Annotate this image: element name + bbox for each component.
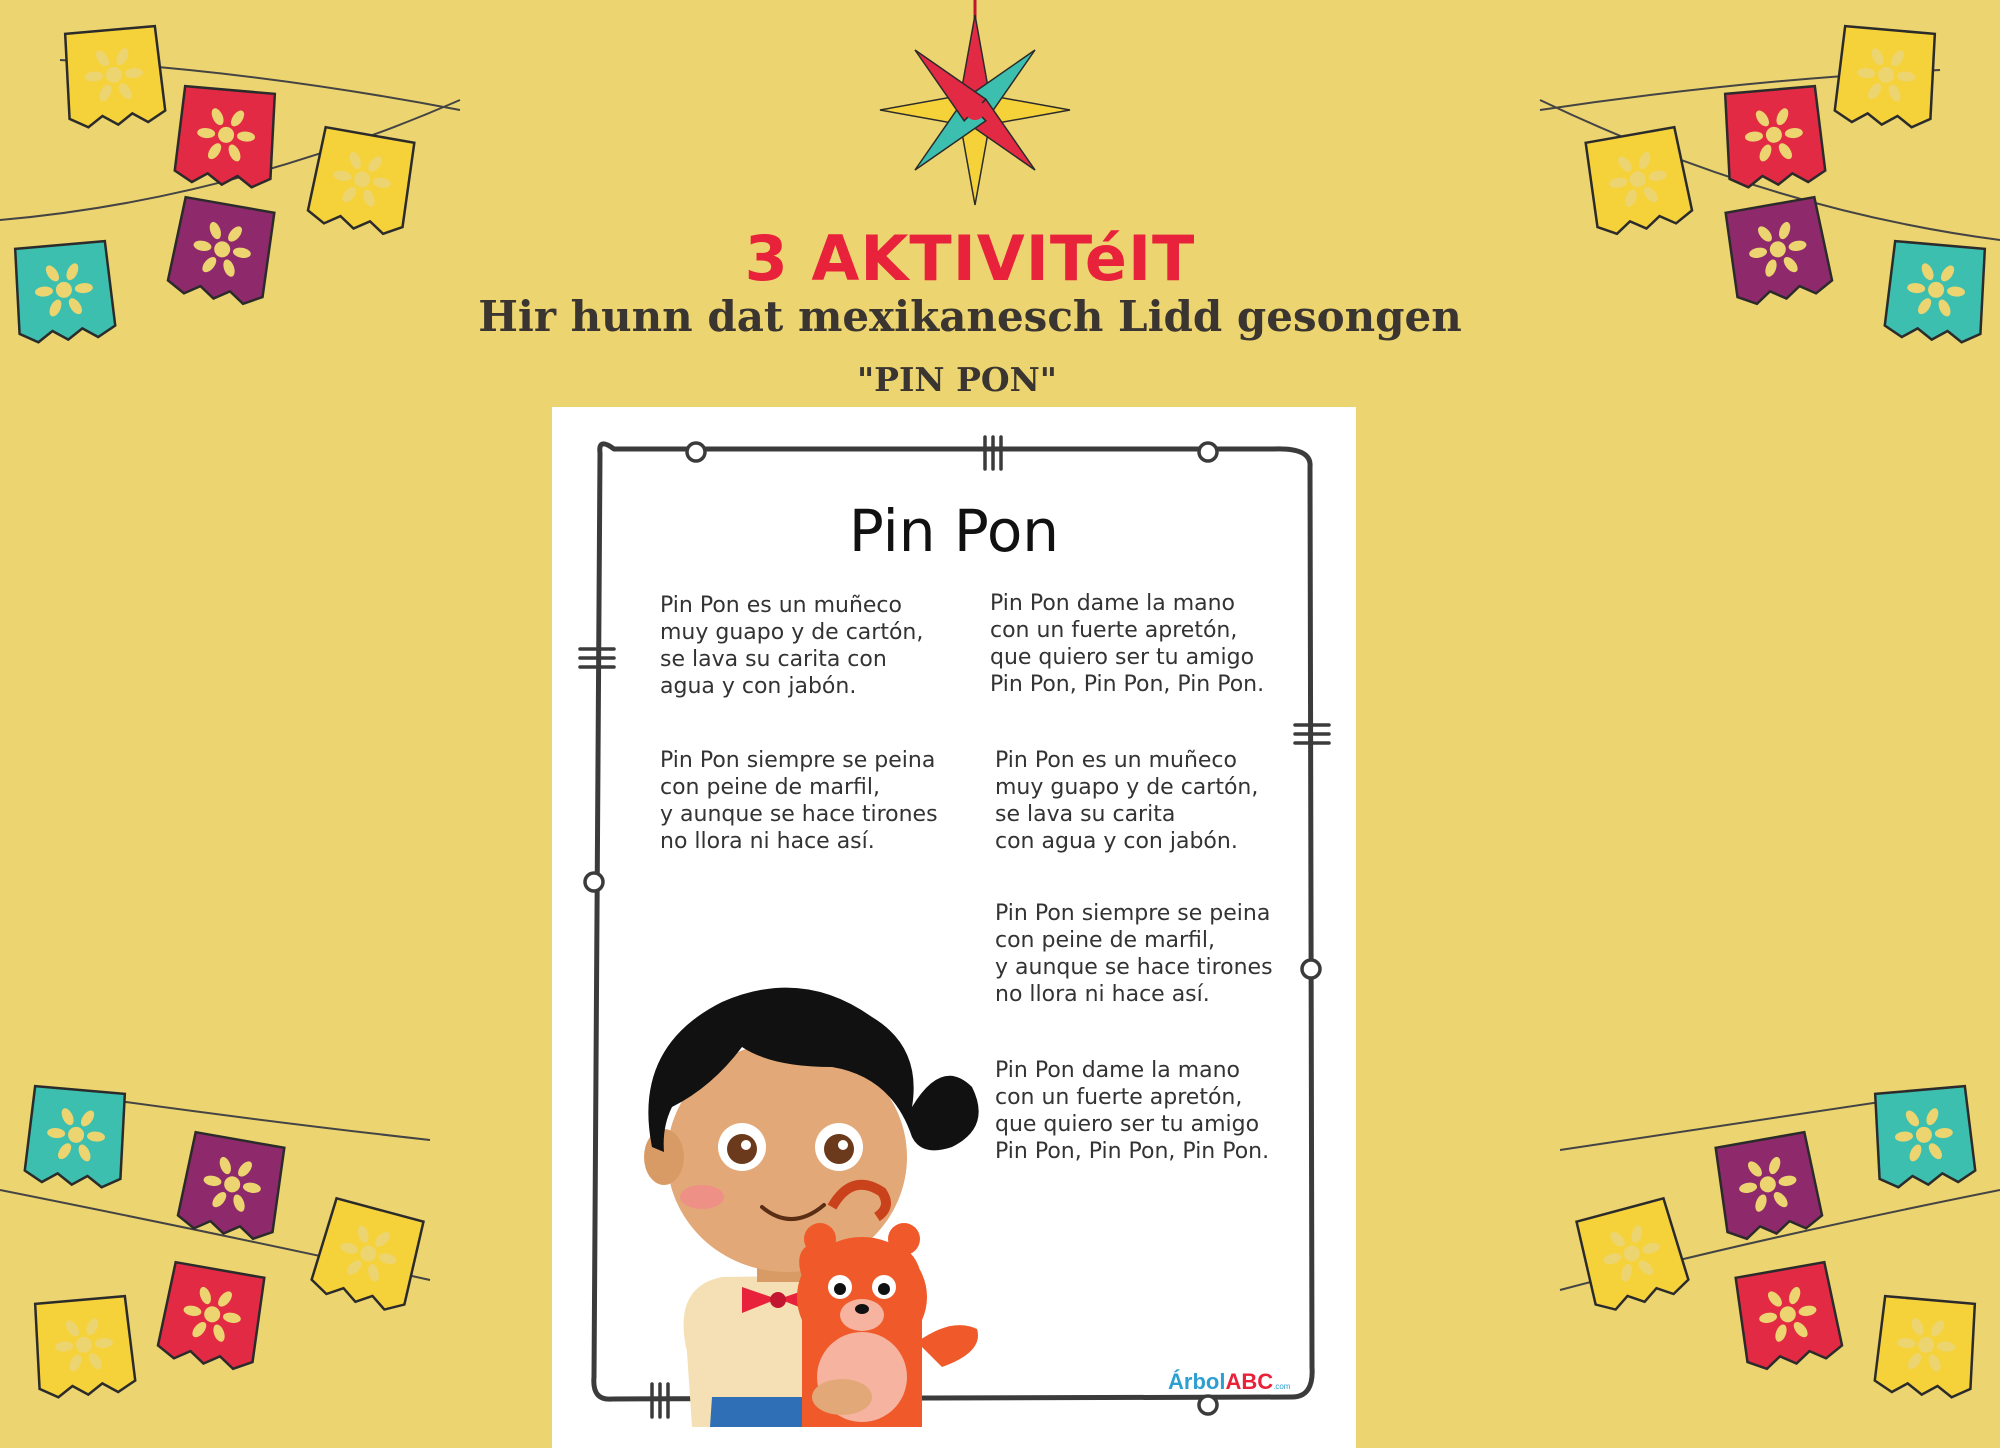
arbolabc-logo: [1168, 1369, 1290, 1395]
verse-6: Pin Pon dame la mano con un fuerte apretón, que quiero ser tu amigo Pin Pon, Pin Pon, Pin Pon.: [995, 1058, 1270, 1164]
papel-picado-flag: [306, 127, 417, 237]
papel-picado-flag: [309, 1198, 426, 1315]
song-title: "PIN PON": [856, 360, 1057, 399]
verse-2: Pin Pon dame la mano con un fuerte apretón, que quiero ser tu amigo Pin Pon, Pin Pon, Pin Pon.: [990, 591, 1265, 697]
verse-4: Pin Pon es un muñeco muy guapo y de cartón, se lava su carita con agua y con jabón.: [995, 748, 1259, 854]
papel-picado-flag: [1874, 1296, 1978, 1399]
papel-picado-flag: [62, 26, 166, 129]
papel-picado-flag: [156, 1262, 267, 1372]
papel-picado-flag: [1733, 1262, 1844, 1372]
papel-picado-flag: [1574, 1198, 1691, 1315]
papel-picado-flag: [24, 1086, 128, 1189]
papel-picado-flag: [176, 1132, 287, 1242]
papel-picado-flag: [174, 86, 278, 189]
logo-text-com: .com: [1273, 1382, 1291, 1391]
lyrics-sheet: [552, 407, 1356, 1448]
activity-title: 3 AKTIVITéIT: [744, 222, 1196, 295]
logo-text-arbol: Árbol: [1168, 1369, 1226, 1394]
papel-picado-flag: [1713, 1132, 1824, 1242]
pinata-star-icon: [880, 0, 1070, 205]
papel-picado-flag: [32, 1296, 136, 1399]
papel-picado-flag: [1722, 86, 1826, 189]
verse-1: Pin Pon es un muñeco muy guapo y de cartón, se lava su carita con agua y con jabón.: [660, 593, 924, 699]
papel-picado-flag: [1834, 26, 1938, 129]
activity-subtitle: Hir hunn dat mexikanesch Lidd gesongen: [478, 292, 1462, 341]
boy-with-teddy-bear-illustration: [592, 957, 992, 1427]
verse-5: Pin Pon siempre se peina con peine de marfil, y aunque se hace tirones no llora ni hace así.: [995, 901, 1273, 1007]
verse-3: Pin Pon siempre se peina con peine de marfil, y aunque se hace tirones no llora ni hace así.: [660, 748, 938, 854]
logo-text-abc: ABC: [1225, 1369, 1274, 1394]
papel-picado-flag: [1583, 127, 1694, 237]
sheet-song-title: Pin Pon: [848, 497, 1060, 565]
papel-picado-flag: [1872, 1086, 1976, 1189]
